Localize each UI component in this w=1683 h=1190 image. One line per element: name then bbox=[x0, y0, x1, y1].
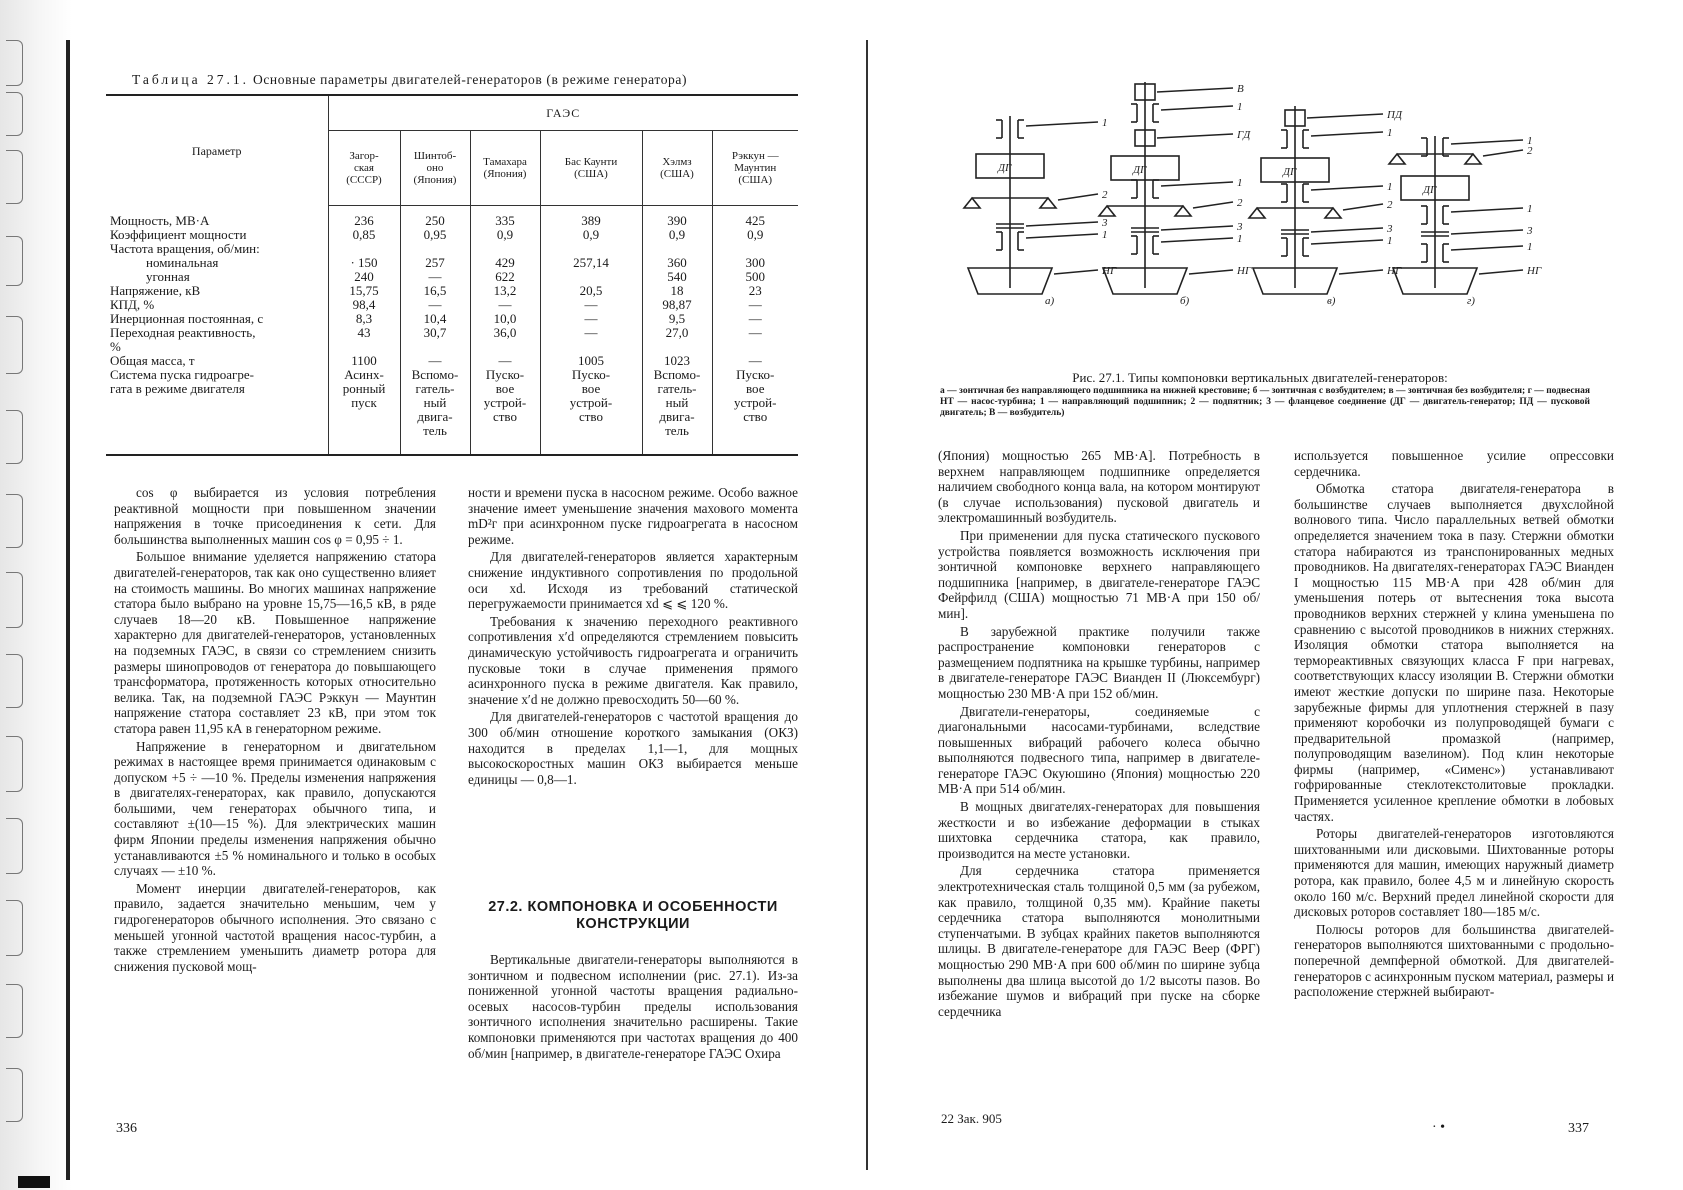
thrust-bearing-triangle bbox=[1249, 208, 1265, 218]
table-row-label: Переходная реактивность, % bbox=[106, 326, 328, 354]
leader-line bbox=[1157, 88, 1233, 92]
body-paragraph: ности и времени пуска в насосном режиме. Особо важное значение имеет уменьшение значения махового момента mD²г при асинхронном пуске гидроагрегата в насосном режиме. bbox=[468, 485, 798, 547]
table-cell: Вспомо- гатель- ный двига- тель bbox=[400, 368, 470, 455]
body-paragraph: При применении для пуска статического пускового устройства появляется возможность исключения при зонтичной компоновке верхнего направляющего подшипника [например, в двигателе-генераторе ГАЭС Фейрфилд (США) мощностью 71 МВ·А при 150 об/мин]. bbox=[938, 527, 1260, 621]
binding-mark bbox=[6, 316, 23, 374]
table-cell: 98,87 bbox=[642, 298, 712, 312]
table-row-label: КПД, % bbox=[106, 298, 328, 312]
table-cell bbox=[470, 242, 540, 256]
table-cell: 250 bbox=[400, 206, 470, 229]
table-column-header: Хэлмз (США) bbox=[642, 131, 712, 206]
table-cell: 622 bbox=[470, 270, 540, 284]
binding-mark bbox=[6, 494, 23, 548]
table-cell: Вспомо- гатель- ный двига- тель bbox=[642, 368, 712, 455]
section-heading: 27.2. КОМПОНОВКА И ОСОБЕННОСТИ КОНСТРУКЦИИ bbox=[488, 899, 778, 932]
thrust-bearing-triangle bbox=[1175, 206, 1191, 216]
table-cell: 236 bbox=[328, 206, 400, 229]
table-row bbox=[106, 312, 798, 326]
thrust-bearing-triangle bbox=[1465, 154, 1481, 164]
table-row bbox=[106, 256, 798, 270]
section-heading-wrap bbox=[468, 899, 798, 933]
table-row-label: Коэффициент мощности bbox=[106, 228, 328, 242]
body-paragraph: cos φ выбирается из условия потребления реактивной мощности при повышенном значении напряжения в точке присоединения к сети. Для большинства выполненных машин cos φ = 0,95 ÷ 1. bbox=[114, 485, 436, 547]
motor-generator-label: ДГ bbox=[1283, 166, 1297, 178]
figure-callout: 1 bbox=[1527, 241, 1533, 253]
right-page-column-1 bbox=[938, 448, 1260, 1019]
body-paragraph: Полюсы роторов для большинства двигателей-генераторов выполняются шихтованными с продольно-поперечной демпферной обмоткой. Для двигателей-генераторов с асинхронным пуском материал, размеры и расположение стержней выбирают- bbox=[1294, 921, 1614, 1000]
table-cell: 98,4 bbox=[328, 298, 400, 312]
leader-line bbox=[1157, 134, 1233, 138]
leader-line bbox=[1343, 204, 1383, 210]
figure-panel-label: в) bbox=[1327, 295, 1336, 307]
table-cell bbox=[540, 270, 642, 284]
table-cell: 429 bbox=[470, 256, 540, 270]
table-cell: — bbox=[748, 353, 762, 368]
figure-27-1 bbox=[955, 82, 1595, 342]
figure-callout: 3 bbox=[1237, 221, 1243, 233]
leader-line bbox=[1193, 202, 1233, 208]
figure-callout: 1 bbox=[1527, 203, 1533, 215]
book-binding-edge bbox=[0, 0, 72, 1190]
table-column-header: Тамахара (Япония) bbox=[470, 131, 540, 206]
left-page-edge-line bbox=[66, 40, 70, 1180]
figure-callout: 1 bbox=[1237, 233, 1243, 245]
left-page-column-1 bbox=[114, 485, 436, 974]
figure-callout: 1 bbox=[1102, 229, 1108, 241]
auxiliary-machine-label: В bbox=[1237, 83, 1244, 95]
figure-callout: 2 bbox=[1387, 199, 1393, 211]
table-row-label: номинальная bbox=[106, 256, 328, 270]
figure-panel-label: г) bbox=[1467, 295, 1475, 307]
table-row-label: Общая масса, т bbox=[106, 354, 328, 368]
figure-callout: 1 bbox=[1387, 127, 1393, 139]
body-paragraph: Для двигателей-генераторов с частотой вращения до 300 об/мин отношение короткого замыкания (ОКЗ) находится в пределах 1,1—1, для мощных высокоскоростных машин ОКЗ выбирается меньше единицы — 0,8—1. bbox=[468, 709, 798, 787]
table-cell: 0,85 bbox=[328, 228, 400, 242]
table-cell: 1100 bbox=[328, 354, 400, 368]
body-paragraph: (Япония) мощностью 265 МВ·А]. Потребность в верхнем направляющем подшипнике определяется наличием свободного конца вала, на котором монтируют (в случае использования) пусковой двигатель и электромашинный возбудитель. bbox=[938, 448, 1260, 526]
figure-callout: 2 bbox=[1527, 145, 1533, 157]
binding-mark bbox=[6, 1068, 23, 1122]
table-cell: — bbox=[470, 298, 540, 312]
table-cell: 390 bbox=[642, 206, 712, 229]
figure-callout: 3 bbox=[1387, 223, 1393, 235]
leader-line bbox=[1311, 228, 1383, 232]
leader-line bbox=[1026, 222, 1098, 226]
figure-callout: 1 bbox=[1387, 181, 1393, 193]
table-cell bbox=[712, 242, 798, 256]
table-cell: 15,75 bbox=[328, 284, 400, 298]
table-cell bbox=[642, 242, 712, 256]
table-cell: 30,7 bbox=[400, 326, 470, 354]
figure-callout: 1 bbox=[1237, 177, 1243, 189]
binding-mark bbox=[6, 572, 23, 628]
pump-turbine-label: НГ bbox=[1387, 265, 1402, 277]
body-paragraph: Роторы двигателей-генераторов изготовляются шихтованными или дисковыми. Шихтованные роторы применяются для машин, имеющих наружный диаметр ротора, как правило, более 4,5 м и линейную скорость около 160 м/с. Верхний предел линейной скорости для дисковых роторов составляет 180—185 м/с. bbox=[1294, 826, 1614, 920]
table-title bbox=[132, 72, 687, 88]
table-row bbox=[106, 326, 798, 354]
param-column-header: Параметр bbox=[106, 95, 328, 206]
table-cell: 27,0 bbox=[642, 326, 712, 354]
parameters-table bbox=[106, 94, 798, 456]
leader-line bbox=[1161, 182, 1233, 186]
table-column-header: Рэккун — Маунтин (США) bbox=[712, 131, 798, 206]
page-gutter-line bbox=[866, 40, 868, 1170]
leader-line bbox=[1161, 238, 1233, 242]
auxiliary-machine-label: ПД bbox=[1387, 109, 1402, 121]
thrust-bearing-triangle bbox=[1389, 154, 1405, 164]
table-cell bbox=[540, 242, 642, 256]
right-page-column-2 bbox=[1294, 448, 1614, 1000]
table-cell: — bbox=[540, 298, 642, 312]
figure-legend: а — зонтичная без направляющего подшипника на нижней крестовине; б — зонтичная с возбудителем; в — зонтичная без возбудителя; г — подвесная НТ — насос-турбина; 1 — направляющий подшипник; 2 — подпятник; 3 — фланцевое соединение (ДГ — двигатель-генератор; ПД — пусковой двигатель; В — возбудитель) bbox=[940, 386, 1590, 418]
table-column-header: Шинтоб- оно (Япония) bbox=[400, 131, 470, 206]
table-cell: 240 bbox=[328, 270, 400, 284]
left-page-column-2-continued bbox=[468, 952, 798, 1061]
body-paragraph: Вертикальные двигатели-генераторы выполняются в зонтичном и подвесном исполнении (рис. 27.1). Из-за пониженной угонной частоты вращения радиально-осевых насосов-турбин пределы использования зонтичного исполнения значительно расширены. Такие компоновки применяются при частотах вращения до 400 об/мин [например, в двигателе-генераторе ГАЭС Охира bbox=[468, 952, 798, 1061]
table-cell: — bbox=[540, 312, 642, 326]
table-cell: 0,9 bbox=[747, 227, 764, 242]
leader-line bbox=[1451, 140, 1523, 144]
leader-line bbox=[1311, 132, 1383, 136]
table-cell: — bbox=[400, 354, 470, 368]
leader-line bbox=[1311, 186, 1383, 190]
page-corner-shadow bbox=[18, 1176, 50, 1188]
binding-mark bbox=[6, 818, 23, 874]
pump-turbine-label: НГ bbox=[1237, 265, 1252, 277]
binding-mark bbox=[6, 40, 23, 86]
table-cell: 16,5 bbox=[400, 284, 470, 298]
table-row bbox=[106, 354, 798, 368]
binding-mark bbox=[6, 900, 23, 956]
table-cell: 43 bbox=[328, 326, 400, 354]
figure-callout: 1 bbox=[1237, 101, 1243, 113]
body-paragraph: Для двигателей-генераторов является характерным снижение индуктивного сопротивления по продольной оси xd. Исходя из требований статической перегружаемости принимается xd ⩽ ⩽ 120 %. bbox=[468, 549, 798, 612]
table-cell: 23 bbox=[748, 283, 762, 298]
table-cell: — bbox=[540, 326, 642, 354]
binding-mark bbox=[6, 150, 23, 204]
table-cell: 360 bbox=[642, 256, 712, 270]
table-cell: 18 bbox=[642, 284, 712, 298]
page-number-right: 337 bbox=[1568, 1121, 1589, 1136]
table-cell bbox=[400, 242, 470, 256]
body-paragraph: В зарубежной практике получили также распространение компоновки генераторов с размещением подпятника на крышке турбины, например в двигателе-генераторе ГАЭС Вианден II (Люксембург) мощностью 230 МВ·А при 152 об/мин. bbox=[938, 623, 1260, 701]
table-cell: 540 bbox=[642, 270, 712, 284]
body-paragraph: Обмотка статора двигателя-генератора в большинстве случаев выполняется двухслойной волнового типа. Число параллельных ветвей обмотки определяется значением тока в пазу. Стержни обмотки статора набираются из транспонированных медных проводников. На двигателях-генераторах ГАЭС Вианден I мощностью 115 МВ·А при 428 об/мин для уменьшения потерь от вытеснения тока высота проводников верхних стержней у клина уменьшена по сравнению с высотой проводников в нижних стержнях. Изоляция обмотки статора выполняется на термореактивных связующих класса F при нагревах, соответствующих классу изоляции В. Стержни обмотки имеют жесткие допуски по ширине паза. Некоторые зарубежные фирмы для уплотнения стержней в пазу применяют коробочки из полупроводящей бумаги с предварительной промазкой (например, полупроводящим вазелином). Под клин некоторые фирмы (например, «Сименс») устанавливают гофрированные стеклотекстолитовые прокладки. Применяется усиленное крепление обмотки в лобовых частях. bbox=[1294, 481, 1614, 824]
table-cell: 0,9 bbox=[470, 228, 540, 242]
figure-callout: 2 bbox=[1237, 197, 1243, 209]
table-caption: Основные параметры двигателей-генераторов (в режиме генератора) bbox=[252, 72, 688, 87]
table-row-label: Инерционная постоянная, с bbox=[106, 312, 328, 326]
group-header: ГАЭС bbox=[328, 95, 798, 131]
table-cell: 0,9 bbox=[540, 228, 642, 242]
pump-turbine-label: НГ bbox=[1102, 265, 1117, 277]
body-paragraph: Двигатели-генераторы, соединяемые с диагональными насосами-турбинами, вследствие повышенных вибраций рабочего колеса обычно выполняются подвесного типа, например в двигателе-генераторе ГАЭС Окуюшино (Япония) мощностью 220 МВ·А при 514 об/мин. bbox=[938, 703, 1260, 797]
table-row-label: Мощность, МВ·А bbox=[106, 206, 328, 229]
figure-27-1-drawing bbox=[955, 82, 1595, 342]
page-number-left: 336 bbox=[116, 1121, 137, 1136]
leader-line bbox=[1451, 208, 1523, 212]
leader-line bbox=[1479, 270, 1523, 274]
table-cell: Асинх- ронный пуск bbox=[328, 368, 400, 455]
table-cell: 500 bbox=[745, 269, 765, 284]
table-cell: 20,5 bbox=[540, 284, 642, 298]
leader-line bbox=[1311, 240, 1383, 244]
figure-callout: 1 bbox=[1387, 235, 1393, 247]
leader-line bbox=[1026, 122, 1098, 126]
table-row bbox=[106, 270, 798, 284]
motor-generator-label: ДГ bbox=[1133, 164, 1147, 176]
leader-line bbox=[1451, 230, 1523, 234]
table-cell: · 150 bbox=[328, 256, 400, 270]
table-row bbox=[106, 206, 798, 229]
printer-signature: 22 Зак. 905 bbox=[941, 1111, 1002, 1126]
table-cell: — bbox=[748, 297, 762, 312]
table-row bbox=[106, 242, 798, 256]
table-label: Таблица 27.1. bbox=[132, 72, 249, 87]
table-cell: Пуско- вое устрой- ство bbox=[540, 368, 642, 455]
body-paragraph: В мощных двигателях-генераторах для повышения жесткости и во избежание деформации в стыках шихтовка сердечника статора, как правило, производится на месте установки. bbox=[938, 799, 1260, 861]
thrust-bearing-triangle bbox=[964, 198, 980, 208]
table-cell: 36,0 bbox=[470, 326, 540, 354]
footer-dots: · • bbox=[1432, 1120, 1446, 1135]
table-cell: 10,4 bbox=[400, 312, 470, 326]
leader-line bbox=[1307, 114, 1383, 118]
thrust-bearing-triangle bbox=[1040, 198, 1056, 208]
figure-callout: 2 bbox=[1102, 189, 1108, 201]
leader-line bbox=[1026, 234, 1098, 238]
auxiliary-machine-label: ГД bbox=[1237, 129, 1251, 141]
table-cell: Пуско- вое устрой- ство bbox=[712, 368, 798, 455]
parameters-table-wrap bbox=[106, 94, 798, 456]
table-row-label: угонная bbox=[106, 270, 328, 284]
body-paragraph: Для сердечника статора применяется электротехническая сталь толщиной 0,5 мм (за рубежом, как правило, толщиной 0,35 мм). Крайние пакеты сердечника статора выполняются монолитными ступенчатыми. В зубцах крайних пакетов выполняются шлицы. В двигателе-генераторе для ГАЭС Веер (ФРГ) мощностью 290 МВ·А при 600 об/мин по ширине зубца выполнены два шлица высотой до 1/2 высоты пазов. Во избежание шумов и вибраций при пуске на сборке сердечника bbox=[938, 863, 1260, 1019]
table-cell: — bbox=[400, 270, 470, 284]
table-cell: 0,95 bbox=[400, 228, 470, 242]
table-cell: 0,9 bbox=[642, 228, 712, 242]
binding-mark bbox=[6, 236, 23, 286]
binding-mark bbox=[6, 984, 23, 1038]
leader-line bbox=[1451, 246, 1523, 250]
leader-line bbox=[1058, 194, 1098, 200]
table-cell: 1023 bbox=[642, 354, 712, 368]
figure-callout: 1 bbox=[1527, 135, 1533, 147]
leader-line bbox=[1054, 270, 1098, 274]
motor-generator-label: ДГ bbox=[1423, 184, 1437, 196]
table-cell bbox=[328, 242, 400, 256]
table-row bbox=[106, 368, 798, 455]
leader-line bbox=[1189, 270, 1233, 274]
thrust-bearing-triangle bbox=[1325, 208, 1341, 218]
figure-caption: Рис. 27.1. Типы компоновки вертикальных двигателей-генераторов: bbox=[1072, 370, 1448, 385]
table-cell: 389 bbox=[540, 206, 642, 229]
table-cell: — bbox=[470, 354, 540, 368]
table-row-label: Частота вращения, об/мин: bbox=[106, 242, 328, 256]
table-cell: — bbox=[400, 298, 470, 312]
body-paragraph: используется повышенное усилие опрессовки сердечника. bbox=[1294, 448, 1614, 479]
binding-mark bbox=[6, 410, 23, 464]
table-cell: 257 bbox=[400, 256, 470, 270]
table-cell: — bbox=[748, 311, 762, 326]
figure-panel-label: а) bbox=[1045, 295, 1055, 307]
pump-turbine-label: НГ bbox=[1527, 265, 1542, 277]
table-cell: 10,0 bbox=[470, 312, 540, 326]
table-cell: — bbox=[748, 325, 762, 340]
figure-callout: 3 bbox=[1102, 217, 1108, 229]
binding-mark bbox=[6, 92, 23, 136]
table-column-header: Бас Каунти (США) bbox=[540, 131, 642, 206]
body-paragraph: Большое внимание уделяется напряжению статора двигателей-генераторов, так как оно существенно влияет на стоимость машины. Во многих машинах напряжение статора было выбрано на уровне 15,75—16,5 кВ, в ряде случаев 18—20 кВ. Повышенное напряжение характерно для двигателей-генераторов, установленных на подземных ГАЭС, в связи со стремлением снизить размеры шинопроводов от генератора до повышающего трансформатора, протяженность которых относительно велика. Так, на подземной ГАЭС Рэккун — Маунтин напряжение статора составляет 23 кВ, при этом ток статора равен 11,95 кА в генераторном режиме. bbox=[114, 549, 436, 736]
table-cell: 9,5 bbox=[642, 312, 712, 326]
table-cell: 8,3 bbox=[328, 312, 400, 326]
figure-panel-label: б) bbox=[1180, 295, 1190, 307]
table-row bbox=[106, 298, 798, 312]
binding-mark bbox=[6, 654, 23, 708]
body-paragraph: Момент инерции двигателей-генераторов, как правило, задается значительно меньшим, чем у гидрогенераторов обычного исполнения. Это связано с меньшей угонной частотой вращения насос-турбин, а также стремлением уменьшить диаметр ротора для снижения пусковой мощ- bbox=[114, 880, 436, 974]
thrust-bearing-triangle bbox=[1099, 206, 1115, 216]
binding-mark bbox=[6, 736, 23, 792]
leader-line bbox=[1339, 270, 1383, 274]
leader-line bbox=[1161, 226, 1233, 230]
figure-callout: 3 bbox=[1527, 225, 1533, 237]
table-cell: 1005 bbox=[540, 354, 642, 368]
table-cell: Пуско- вое устрой- ство bbox=[470, 368, 540, 455]
table-row-label: Система пуска гидроагре- гата в режиме двигателя bbox=[106, 368, 328, 455]
table-cell: 257,14 bbox=[540, 256, 642, 270]
table-column-header: Загор- ская (СССР) bbox=[328, 131, 400, 206]
leader-line bbox=[1483, 150, 1523, 156]
table-cell: 13,2 bbox=[470, 284, 540, 298]
body-paragraph: Напряжение в генераторном и двигательном режимах в настоящее время принимается одинаковым с допуском +5 ÷ —10 %. Пределы изменения напряжения в двигателях-генераторах, как правило, допускаются большими, чем генераторах обычного типа, и составляют ±(10—15 %). Для электрических машин фирм Японии пределы изменения напряжения обычно устанавливаются ±5 % номинального и только в особых случаях — ±10 %. bbox=[114, 738, 436, 879]
table-row-label: Напряжение, кВ bbox=[106, 284, 328, 298]
figure-callout: 1 bbox=[1102, 117, 1108, 129]
body-paragraph: Требования к значению переходного реактивного сопротивления x′d определяются стремлением повысить динамическую устойчивость гидроагрегата и ограничить пусковые токи в случае применения прямого асинхронного пуска в режиме двигателя. Как правило, значение x′d не должно превосходить 50—60 %. bbox=[468, 613, 798, 707]
leader-line bbox=[1161, 106, 1233, 110]
table-cell: 300 bbox=[745, 255, 765, 270]
table-cell: 425 bbox=[745, 213, 765, 228]
table-row bbox=[106, 284, 798, 298]
table-cell: 335 bbox=[470, 206, 540, 229]
table-row bbox=[106, 228, 798, 242]
left-page-column-2 bbox=[468, 485, 798, 787]
motor-generator-label: ДГ bbox=[998, 162, 1012, 174]
